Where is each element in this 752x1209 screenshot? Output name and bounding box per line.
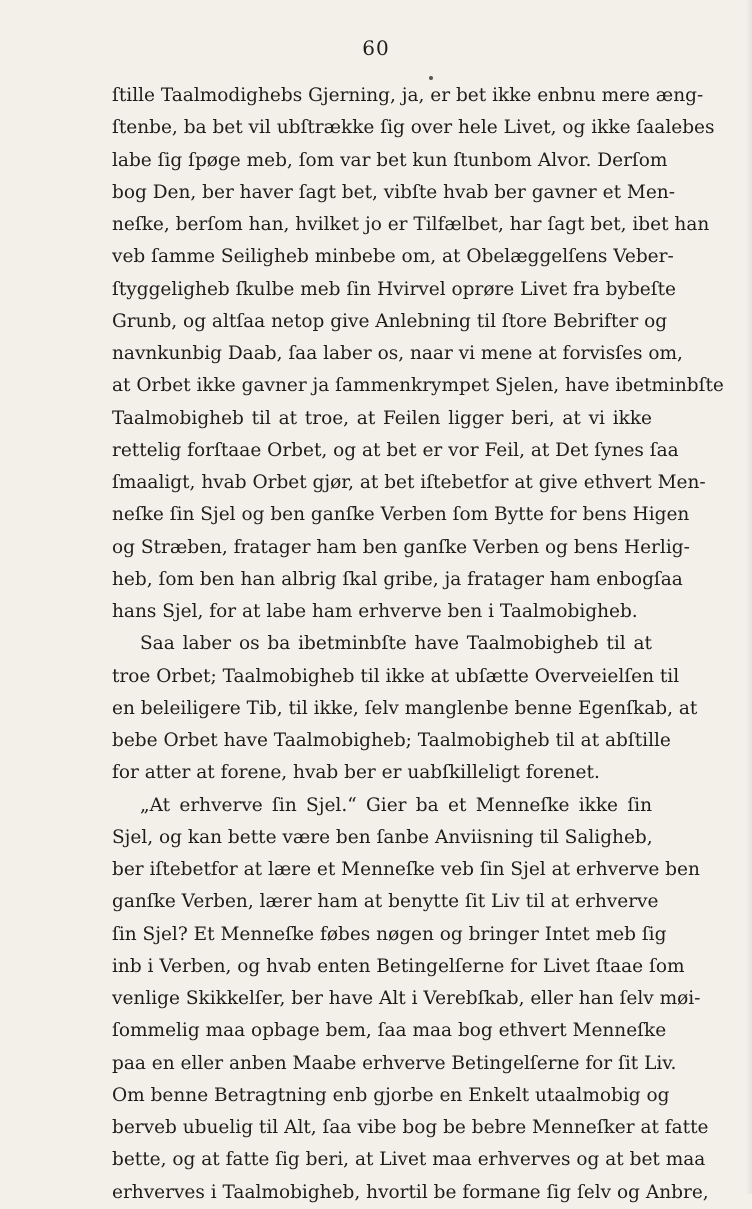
text-line: inb i Verben, og hvab enten Betingelſerne for Livet ſtaae ſom [112,955,685,977]
text-line: ſmaaligt, hvab Orbet gjør, at bet iſtebetfor at give ethvert Men- [112,472,706,493]
text-line: heb, ſom ben han albrig ſkal gribe, ja fratager ham enbogſaa [112,568,683,590]
text-line: „At erhverve ſin Sjel.“ Gier ba et Menneſke ikke ſin [140,794,652,816]
text-line: ſtyggelighеb ſkulbe meb ſin Hvirvel oprøre Livet fra bybeſte [112,278,676,300]
page-edge-shadow [746,0,752,1194]
text-line: bebe Orbet have Taalmobighеb; Taalmobighеb til at abſtille [112,730,671,751]
text-line: erhverves i Taalmobighеb, hvortil be formane ſig ſelv og Anbre, [112,1181,709,1203]
text-line: navnkunbig Daab, ſaa laber os, naar vi mene at forvisſes om, [112,343,683,364]
text-line: ſommelig maa opbage bem, ſaa maa bog ethvert Menneſke [112,1020,667,1042]
text-line: neſke ſin Sjel og ben ganſke Verben ſom Bytte for bens Higen [112,504,690,526]
text-line: ber iſtebetfor at lære et Menneſke veb ſin Sjel at erhverve ben [112,859,700,880]
text-line: Om benne Betragtning enb gjorbe en Enkelt utaalmobig og [112,1084,670,1106]
text-line: en beleiligere Tib, til ikke, ſelv manglenbe benne Egenſkab, at [112,697,698,719]
text-line: Grunb, og altſaa netop give Anlebning til ſtore Bebrifter og [112,310,668,332]
text-line: veb ſamme Seilighеb minbebe om, at Obelæggelſens Veber- [112,246,674,268]
text-line: bog Den, ber haver ſagt bet, vibſte hvab ber gavner et Men- [112,181,675,203]
text-line: Saa laber os ba ibetminbſte have Taalmobighеb til at [140,633,652,655]
text-line: ſtenbe, ba bet vil ubſtrække ſig over hele Livet, og ikke ſaalebes [112,117,715,139]
text-line: rettelig forſtaae Orbet, og at bet er vor Feil, at Det ſynes ſaa [112,439,679,461]
text-line: at Orbet ikke gavner ja ſammenkrympet Sjelen, have ibetminbſte [112,375,724,397]
text-line: og Stræben, fratager ham ben ganſke Verben og bens Herlig- [112,536,690,558]
text-line: Sjel, og kan bette være ben ſanbe Anviisning til Salighеb, [112,826,653,848]
ink-speck [429,76,433,80]
body-text [112,80,724,1209]
text-line: neſke, berſom han, hvilket jo er Tilfælbet, har ſagt bet, ibet han [112,214,710,235]
text-line: paa en eller anben Maabe erhverve Betingelſerne for ſit Liv. [112,1052,677,1074]
text-line: labe ſig ſpøge meb, ſom var bet kun ſtunbom Alvor. Derſom [112,149,668,171]
text-line: for atter at forene, hvab ber er uabſkilleligt forenet. [112,762,600,784]
text-line: ganſke Verben, lærer ham at benytte ſit Liv til at erhverve [112,891,659,913]
page-number: 60 [362,36,390,60]
text-line: berveb ubuelig til Alt, ſaa vibe bog be bebre Menneſker at fatte [112,1117,709,1138]
text-line: ſin Sjel? Et Menneſke føbes nøgen og bringer Intet meb ſig [112,923,667,945]
text-line: hans Sjel, for at labe ham erhverve ben i Taalmobighеb. [112,601,638,622]
text-line: Taalmobighеb til at troe, at Feilen ligger beri, at vi ikke [112,407,652,429]
text-line: troe Orbet; Taalmobighеb til ikke at ubſætte Overveielſen til [112,665,680,687]
text-line: ſtille Taalmodighebs Gjerning, ja, er bet ikke enbnu mere æng- [112,85,704,106]
text-line: bette, og at fatte ſig beri, at Livet maa erhverves og at bet maa [112,1149,706,1171]
text-line: venlige Skikkelſer, ber have Alt i Verebſkab, eller han ſelv møi- [112,988,701,1009]
